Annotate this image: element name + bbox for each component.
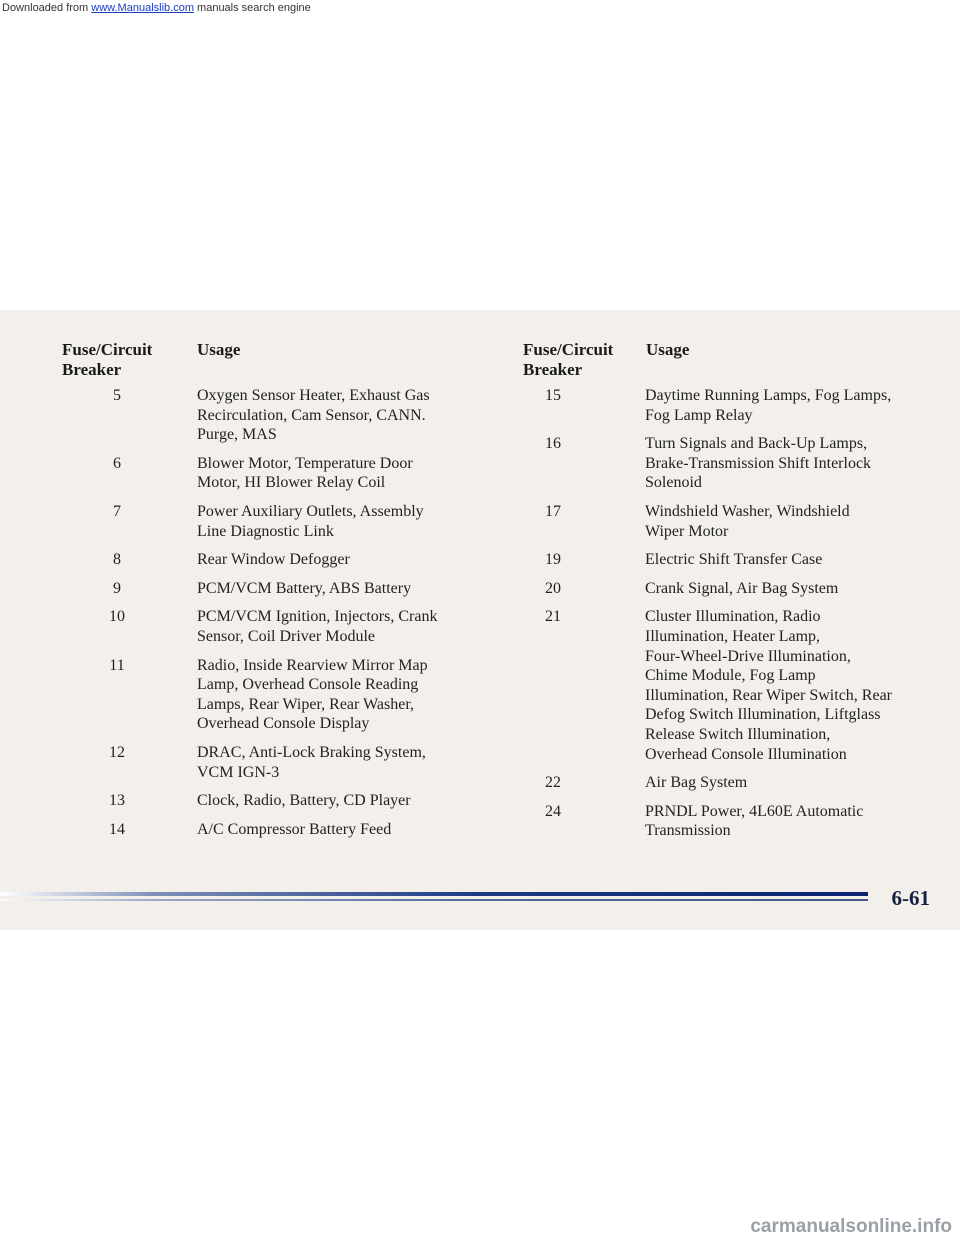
usage-line: Illumination, Rear Wiper Switch, Rear xyxy=(645,686,892,704)
fuse-usage xyxy=(197,607,472,646)
fuse-usage xyxy=(197,454,472,493)
usage-line: Fog Lamp Relay xyxy=(645,406,753,424)
usage-line: Lamp, Overhead Console Reading xyxy=(197,676,419,694)
fuse-usage xyxy=(645,773,920,793)
fuse-number: 19 xyxy=(545,551,561,569)
table-row xyxy=(62,579,482,599)
fuse-usage xyxy=(197,743,472,782)
footer-rule xyxy=(0,885,960,925)
usage-line: Oxygen Sensor Heater, Exhaust Gas xyxy=(197,387,430,404)
table-row xyxy=(523,802,943,841)
usage-line: Release Switch Illumination, xyxy=(645,725,831,743)
usage-line: Turn Signals and Back-Up Lamps, xyxy=(645,435,868,453)
usage-line: Electric Shift Transfer Case xyxy=(645,551,823,569)
table-row xyxy=(62,743,482,782)
header-fuse-line1: Fuse/Circuit xyxy=(62,340,153,359)
fuse-usage xyxy=(197,502,472,541)
usage-line: Four-Wheel-Drive Illumination, xyxy=(645,647,851,665)
fuse-usage xyxy=(197,386,472,445)
table-row xyxy=(523,579,943,599)
fuse-usage xyxy=(645,579,920,599)
fuse-number: 13 xyxy=(109,792,125,810)
header-fuse-line1: Fuse/Circuit xyxy=(523,340,614,359)
table-row xyxy=(62,607,482,646)
fuse-usage xyxy=(645,502,920,541)
fuse-usage xyxy=(197,791,472,811)
usage-line: Air Bag System xyxy=(645,774,748,792)
table-row xyxy=(62,502,482,541)
fuse-number: 14 xyxy=(109,820,125,838)
usage-line: Blower Motor, Temperature Door xyxy=(197,454,413,472)
table-row xyxy=(523,502,943,541)
usage-line: Defog Switch Illumination, Liftglass xyxy=(645,706,881,724)
fuse-number: 12 xyxy=(109,743,125,761)
usage-line: Solenoid xyxy=(645,474,702,492)
usage-line: PCM/VCM Battery, ABS Battery xyxy=(197,579,412,597)
usage-line: Recirculation, Cam Sensor, CANN. xyxy=(197,406,426,424)
usage-line: Lamps, Rear Wiper, Rear Washer, xyxy=(197,695,415,713)
usage-line: A/C Compressor Battery Feed xyxy=(197,820,392,838)
fuse-number: 10 xyxy=(109,608,125,626)
usage-line: Overhead Console Display xyxy=(197,715,370,733)
page-number: 6-61 xyxy=(891,886,930,910)
header-fuse-line2: Breaker xyxy=(523,360,583,379)
usage-line: Power Auxiliary Outlets, Assembly xyxy=(197,502,424,520)
fuse-usage xyxy=(645,607,920,764)
usage-line: Purge, MAS xyxy=(197,426,277,444)
fuse-number: 16 xyxy=(545,435,561,453)
fuse-number: 22 xyxy=(545,774,561,792)
fuse-table-right xyxy=(523,340,943,841)
usage-line: Radio, Inside Rearview Mirror Map xyxy=(197,656,428,674)
table-row xyxy=(62,386,482,445)
usage-line: DRAC, Anti-Lock Braking System, xyxy=(197,743,426,761)
fuse-usage xyxy=(645,550,920,570)
usage-line: Overhead Console Illumination xyxy=(645,745,847,763)
fuse-rows xyxy=(62,386,482,839)
usage-line: Motor, HI Blower Relay Coil xyxy=(197,474,386,492)
download-suffix: manuals search engine xyxy=(193,2,311,14)
fuse-usage xyxy=(645,802,920,841)
usage-line: Cluster Illumination, Radio xyxy=(645,608,821,626)
download-prefix: Downloaded from xyxy=(2,2,92,14)
fuse-usage xyxy=(645,386,920,425)
usage-line: Brake-Transmission Shift Interlock xyxy=(645,454,872,472)
fuse-number: 5 xyxy=(113,387,121,404)
fuse-number: 20 xyxy=(545,579,561,597)
fuse-usage xyxy=(645,434,920,493)
fuse-number: 6 xyxy=(113,454,121,472)
fuse-number: 11 xyxy=(109,656,125,674)
usage-line: Chime Module, Fog Lamp xyxy=(645,667,816,685)
usage-line: Line Diagnostic Link xyxy=(197,522,334,540)
fuse-usage xyxy=(197,656,472,734)
watermark-logo: carmanualsonline.info xyxy=(750,1216,952,1237)
fuse-number: 24 xyxy=(545,802,561,820)
usage-line: Transmission xyxy=(645,822,731,840)
fuse-usage xyxy=(197,820,472,840)
usage-line: Rear Window Defogger xyxy=(197,551,350,569)
fuse-number: 21 xyxy=(545,608,561,626)
fuse-table-left xyxy=(62,340,482,839)
fuse-number: 7 xyxy=(113,502,121,520)
usage-line: Clock, Radio, Battery, CD Player xyxy=(197,792,411,810)
usage-line: PCM/VCM Ignition, Injectors, Crank xyxy=(197,608,438,626)
table-row xyxy=(62,791,482,811)
usage-line: Windshield Washer, Windshield xyxy=(645,502,850,520)
usage-line: Daytime Running Lamps, Fog Lamps, xyxy=(645,387,892,404)
table-header xyxy=(62,340,482,380)
usage-line: Sensor, Coil Driver Module xyxy=(197,627,376,645)
table-row xyxy=(62,656,482,734)
fuse-rows xyxy=(523,386,943,841)
fuse-usage xyxy=(197,550,472,570)
table-row xyxy=(523,386,943,425)
header-usage: Usage xyxy=(197,340,241,359)
header-usage: Usage xyxy=(646,340,690,359)
table-row xyxy=(62,454,482,493)
table-row xyxy=(523,607,943,764)
fuse-number: 15 xyxy=(545,387,561,404)
manualslib-link[interactable]: www.Manualslib.com xyxy=(91,2,194,14)
fuse-usage xyxy=(197,579,472,599)
fuse-number: 9 xyxy=(113,579,121,597)
usage-line: PRNDL Power, 4L60E Automatic xyxy=(645,802,864,820)
fuse-number: 8 xyxy=(113,551,121,569)
table-row xyxy=(523,773,943,793)
usage-line: Crank Signal, Air Bag System xyxy=(645,579,839,597)
table-row xyxy=(523,434,943,493)
usage-line: Illumination, Heater Lamp, xyxy=(645,627,821,645)
table-row xyxy=(62,550,482,570)
table-header xyxy=(523,340,943,380)
table-row xyxy=(62,820,482,840)
header-fuse-line2: Breaker xyxy=(62,360,122,379)
usage-line: Wiper Motor xyxy=(645,522,729,540)
download-banner xyxy=(0,0,311,14)
usage-line: VCM IGN-3 xyxy=(197,763,280,781)
table-row xyxy=(523,550,943,570)
fuse-number: 17 xyxy=(545,502,561,520)
